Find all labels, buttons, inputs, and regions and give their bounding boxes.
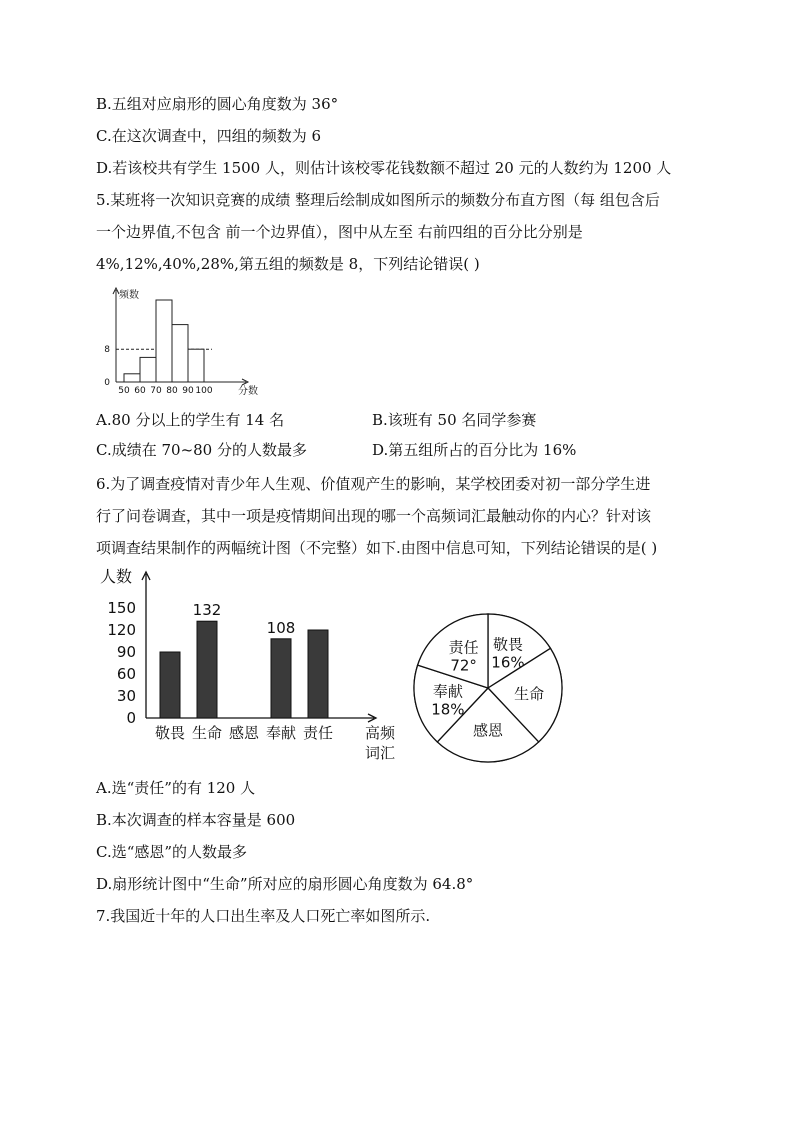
histogram-bar bbox=[140, 357, 156, 382]
q5-stem-line-3: 4%,12%,40%,28%,第五组的频数是 8，下列结论错误( ) bbox=[96, 255, 480, 273]
pie-slice-label: 敬畏 bbox=[492, 635, 523, 654]
bar-x-tick-label: 生命 bbox=[191, 724, 223, 742]
histogram-y-label: 频数 bbox=[119, 290, 139, 301]
q5-option-a: A.80 分以上的学生有 14 名 bbox=[96, 411, 285, 429]
q6-stem-line-1: 6.为了调查疫情对青少年人生观、价值观产生的影响，某学校团委对初一部分学生进 bbox=[96, 475, 651, 493]
q4-option-b: B.五组对应扇形的圆心角度数为 36° bbox=[96, 95, 339, 113]
q7-stem: 7.我国近十年的人口出生率及人口死亡率如图所示. bbox=[96, 907, 431, 925]
q4-option-c: C.在这次调查中，四组的频数为 6 bbox=[96, 127, 322, 145]
q6-stem-line-3: 项调查结果制作的两幅统计图（不完整）如下.由图中信息可知，下列结论错误的是( ) bbox=[96, 539, 658, 557]
bar-chart bbox=[96, 566, 406, 766]
pie-slice-value: 16% bbox=[491, 653, 525, 672]
histogram-x-tick-label: 90 bbox=[182, 386, 194, 396]
histogram-bar bbox=[188, 349, 204, 382]
pie-slice-label: 生命 bbox=[514, 685, 545, 704]
histogram-x-tick-label: 80 bbox=[166, 386, 178, 396]
histogram-bar bbox=[124, 374, 140, 382]
bar-y-tick-label: 150 bbox=[107, 599, 136, 617]
pie-slice-value: 72° bbox=[450, 656, 477, 675]
bar-data-label: 132 bbox=[192, 601, 222, 620]
q6-option-a: A.选“责任”的有 120 人 bbox=[96, 779, 256, 797]
q5-option-b: B.该班有 50 名同学参赛 bbox=[372, 411, 537, 429]
bar-y-tick-label: 60 bbox=[116, 665, 136, 683]
bar-y-tick-label: 120 bbox=[107, 621, 136, 639]
bar-敬畏 bbox=[160, 652, 180, 718]
q6-option-b: B.本次调查的样本容量是 600 bbox=[96, 811, 296, 829]
bar-生命 bbox=[197, 621, 217, 718]
histogram-bar bbox=[156, 300, 172, 382]
q5-stem-line-2: 一个边界值,不包含 前一个边界值），图中从左至 右前四组的百分比分别是 bbox=[96, 223, 583, 241]
bar-y-label: 人数 bbox=[100, 567, 133, 586]
histogram-chart bbox=[96, 284, 276, 402]
bar-奉献 bbox=[271, 639, 291, 718]
histogram-bar bbox=[172, 325, 188, 382]
q6-option-c: C.选“感恩”的人数最多 bbox=[96, 843, 248, 861]
histogram-y-tick-label: 8 bbox=[104, 345, 110, 356]
histogram-x-label: 分数 bbox=[238, 386, 258, 397]
bar-x-tick-label: 感恩 bbox=[228, 724, 260, 742]
pie-slice-label: 感恩 bbox=[472, 721, 504, 740]
histogram-y-tick-label: 0 bbox=[104, 378, 110, 388]
bar-x-label-line-2: 词汇 bbox=[364, 744, 396, 762]
q5-option-c: C.成绩在 70~80 分的人数最多 bbox=[96, 441, 307, 459]
pie-slice-label: 奉献 bbox=[432, 682, 463, 701]
q6-stem-line-2: 行了问卷调查，其中一项是疫情期间出现的哪一个高频词汇最触动你的内心？针对该 bbox=[96, 507, 652, 525]
pie-chart bbox=[410, 610, 570, 770]
q4-option-d: D.若该校共有学生 1500 人，则估计该校零花钱数额不超过 20 元的人数约为 1200 人 bbox=[96, 159, 672, 177]
pie-slice-value: 18% bbox=[431, 700, 465, 719]
bar-y-tick-label: 30 bbox=[116, 687, 136, 705]
bar-y-tick-label: 90 bbox=[116, 643, 136, 661]
bar-x-tick-label: 敬畏 bbox=[154, 724, 186, 742]
bar-x-tick-label: 责任 bbox=[302, 724, 334, 742]
histogram-x-tick-label: 100 bbox=[195, 386, 213, 396]
pie-slice-label: 责任 bbox=[448, 638, 479, 657]
histogram-x-tick-label: 60 bbox=[134, 386, 146, 396]
bar-责任 bbox=[308, 630, 328, 718]
bar-x-tick-label: 奉献 bbox=[265, 724, 297, 742]
q6-option-d: D.扇形统计图中“生命”所对应的扇形圆心角度数为 64.8° bbox=[96, 875, 474, 893]
bar-data-label: 108 bbox=[266, 618, 296, 637]
histogram-x-tick-label: 50 bbox=[118, 386, 130, 396]
histogram-x-tick-label: 70 bbox=[150, 386, 162, 396]
bar-y-tick-label: 0 bbox=[126, 709, 136, 727]
q5-option-d: D.第五组所占的百分比为 16% bbox=[372, 441, 577, 459]
bar-x-label-line-1: 高频 bbox=[364, 724, 396, 742]
q5-stem-line-1: 5.某班将一次知识竞赛的成绩 整理后绘制成如图所示的频数分布直方图（每 组包含后 bbox=[96, 191, 660, 209]
